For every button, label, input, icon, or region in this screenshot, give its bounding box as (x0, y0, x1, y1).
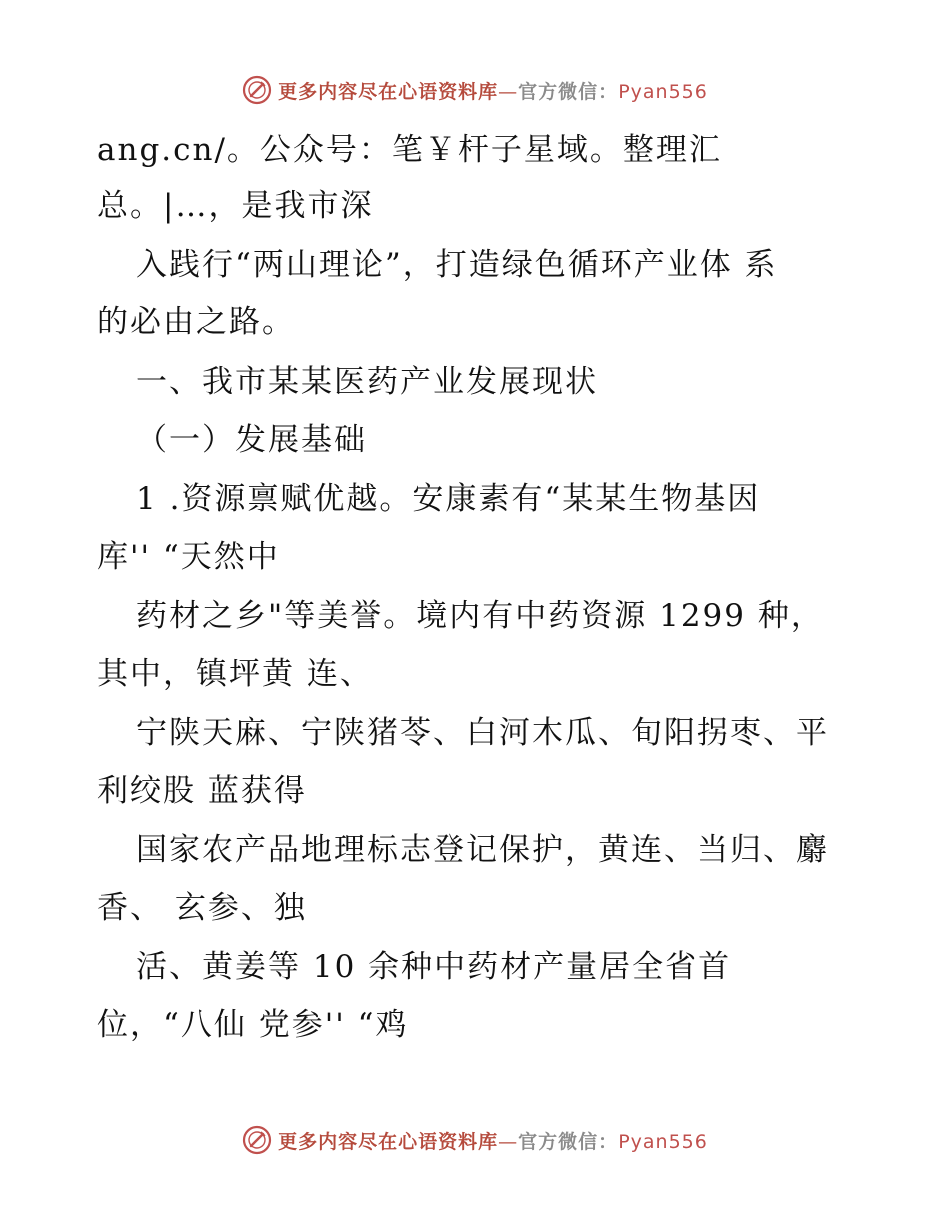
watermark-id: Pyan556 (618, 80, 708, 103)
watermark-separator: — (498, 1130, 519, 1153)
circle-logo-icon (242, 1125, 272, 1155)
text-line: 国家农产品地理标志登记保护，黄连、当归、麝 (136, 832, 829, 868)
text-line: 药材之乡"等美誉。境内有中药资源 1299 种， (136, 598, 824, 634)
text-line: 香、 玄参、独 (97, 890, 307, 926)
header-watermark (0, 70, 950, 110)
text-line: 入践行“两山理论”，打造绿色循环产业体 系 (136, 247, 778, 283)
text-line: 利绞股 蓝获得 (97, 773, 307, 809)
watermark-brand: 更多内容尽在心语资料库 (278, 1130, 499, 1153)
watermark-official: 官方微信： (518, 1130, 619, 1153)
watermark-brand: 更多内容尽在心语资料库 (278, 80, 499, 103)
text-line: 1 .资源禀赋优越。安康素有“某某生物基因 (136, 481, 761, 517)
text-line: 宁陕天麻、宁陕猪苓、白河木瓜、旬阳拐枣、平 (136, 715, 829, 751)
text-line: 的必由之路。 (97, 304, 295, 340)
section-heading: 一、我市某某医药产业发展现状 (136, 364, 598, 400)
watermark-id: Pyan556 (618, 1130, 708, 1153)
footer-watermark (0, 1120, 950, 1160)
watermark-separator: — (498, 80, 519, 103)
subsection-heading: （一）发展基础 (136, 422, 367, 458)
text-line: 库'' “天然中 (97, 539, 280, 575)
text-line: 活、黄姜等 10 余种中药材产量居全省首 (136, 949, 732, 985)
text-line: 位，“八仙 党参'' “鸡 (97, 1007, 409, 1043)
circle-logo-icon (242, 75, 272, 105)
text-line: 其中，镇坪黄 连、 (97, 656, 373, 692)
text-line: 总。|…，是我市深 (97, 188, 374, 224)
watermark-official: 官方微信： (518, 80, 619, 103)
text-line: ang.cn/。公众号：笔￥杆子星域。整理汇 (97, 132, 722, 168)
